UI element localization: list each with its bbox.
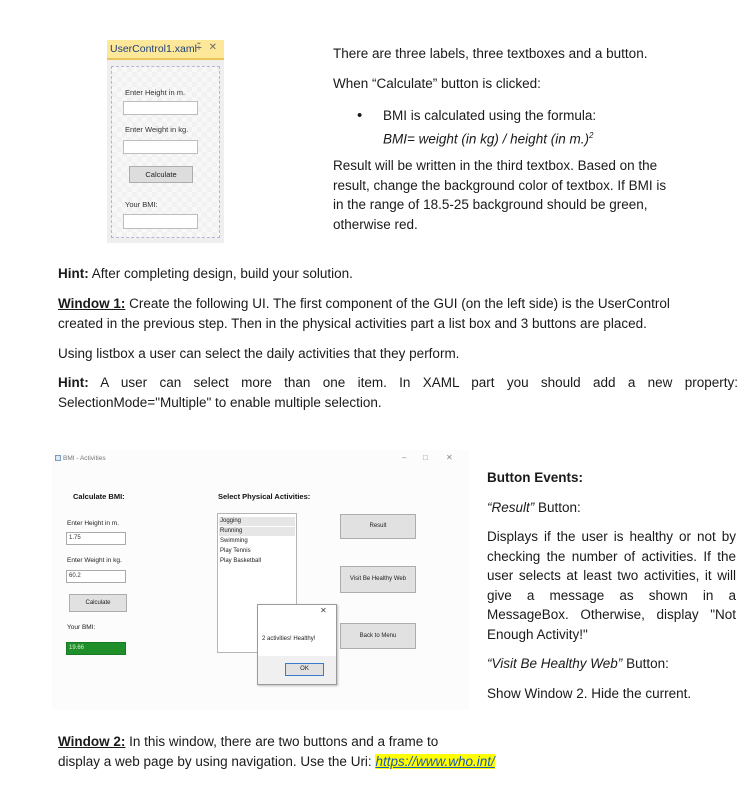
uc-bmi-label: Your BMI: bbox=[125, 200, 158, 209]
bmi-label: Your BMI: bbox=[67, 624, 96, 631]
hint2-label: Hint: bbox=[58, 375, 89, 390]
activity-item[interactable]: Play Tennis bbox=[220, 548, 251, 554]
activity-item[interactable]: Swimming bbox=[220, 538, 248, 544]
result-desc-line: user selects at least two activities, it will bbox=[487, 568, 736, 583]
result-button-name: “Result” bbox=[487, 500, 535, 515]
bmi-formula-text: BMI= weight (in kg) / height (in m.) bbox=[383, 131, 589, 147]
formula-caption: BMI is calculated using the formula: bbox=[383, 108, 597, 123]
hint2-line2: SelectionMode="Multiple" to enable multiple selection. bbox=[58, 394, 382, 410]
close-icon[interactable]: ✕ bbox=[208, 42, 218, 53]
calculate-bmi-header: Calculate BMI: bbox=[73, 492, 125, 501]
calculate-button[interactable]: Calculate bbox=[69, 594, 127, 612]
result-desc-line: give a message as shown in a bbox=[487, 587, 736, 603]
uc-weight-label: Enter Weight in kg. bbox=[125, 125, 189, 134]
window-title: BMI - Activities bbox=[63, 455, 106, 462]
uc-calculate-button[interactable]: Calculate bbox=[129, 166, 193, 183]
maximize-icon[interactable]: □ bbox=[423, 453, 428, 462]
result-line: Result will be written in the third textbox. Based on the bbox=[333, 158, 658, 173]
button-events-title: Button Events: bbox=[487, 470, 583, 485]
window2-label: Window 2: bbox=[58, 734, 126, 749]
who-uri-link[interactable]: https://www.who.int/ bbox=[375, 753, 495, 769]
visit-healthy-web-button[interactable]: Visit Be Healthy Web bbox=[340, 566, 416, 593]
hint-text: After completing design, build your solution. bbox=[88, 266, 353, 281]
height-label: Enter Height in m. bbox=[67, 520, 120, 527]
result-line: result, change the background color of textbox. If BMI is bbox=[333, 177, 667, 193]
bmi-result-textbox[interactable]: 19.66 bbox=[66, 642, 126, 655]
height-textbox[interactable]: 1.75 bbox=[66, 532, 126, 545]
result-desc-line: MessageBox. Otherwise, display "Not bbox=[487, 607, 736, 622]
formula-exponent: 2 bbox=[588, 131, 594, 140]
designer-tab-icons bbox=[196, 42, 217, 53]
hint-label: Hint: bbox=[58, 266, 89, 281]
bmi-formula bbox=[383, 126, 593, 149]
result-button[interactable]: Result bbox=[340, 514, 416, 539]
listbox-paragraph: Using listbox a user can select the daily activities that they perform. bbox=[58, 346, 460, 361]
visit-button-description: Show Window 2. Hide the current. bbox=[487, 686, 692, 701]
result-desc-line: Displays if the user is healthy or not by bbox=[487, 529, 736, 544]
message-box-ok-button[interactable]: OK bbox=[285, 663, 324, 676]
back-to-menu-button[interactable]: Back to Menu bbox=[340, 623, 416, 649]
bullet-icon: • bbox=[357, 107, 363, 124]
window1-line1: Create the following UI. The first component of the GUI (on the left side) is the UserControl bbox=[125, 296, 670, 311]
activity-item[interactable]: Jogging bbox=[219, 517, 295, 526]
visit-button-heading bbox=[487, 654, 669, 674]
message-box-text: 2 activities! Healthy! bbox=[262, 636, 316, 642]
window2-line1: In this window, there are two buttons and a frame to bbox=[125, 734, 439, 749]
pin-icon[interactable]: ⨤ bbox=[196, 42, 202, 53]
app-icon bbox=[55, 455, 61, 461]
activity-item[interactable]: Play Basketball bbox=[220, 558, 262, 564]
uc-height-textbox[interactable] bbox=[123, 101, 198, 115]
result-button-suffix: Button: bbox=[534, 500, 581, 515]
window2-description bbox=[58, 732, 738, 771]
message-box-close-icon[interactable]: ✕ bbox=[320, 606, 327, 615]
result-desc-line: Enough Activity!" bbox=[487, 626, 588, 642]
visit-button-suffix: Button: bbox=[622, 656, 669, 671]
result-line: otherwise red. bbox=[333, 216, 418, 232]
close-window-icon[interactable]: ✕ bbox=[446, 453, 453, 462]
minimize-icon[interactable]: – bbox=[402, 453, 407, 462]
result-button-description bbox=[487, 527, 736, 644]
hint2-line1: A user can select more than one item. In XAML part you should add a new property: bbox=[88, 375, 738, 390]
activities-header: Select Physical Activities: bbox=[218, 492, 311, 501]
activity-item[interactable]: Running bbox=[219, 527, 295, 536]
uc-height-label: Enter Height in m. bbox=[125, 88, 186, 97]
intro-paragraph: There are three labels, three textboxes and a button. bbox=[333, 46, 648, 61]
hint-multiselect bbox=[58, 373, 738, 412]
window1-description bbox=[58, 294, 738, 333]
calculate-click-paragraph: When “Calculate” button is clicked: bbox=[333, 76, 541, 91]
weight-label: Enter Weight in kg. bbox=[67, 557, 122, 564]
weight-textbox[interactable]: 60.2 bbox=[66, 570, 126, 583]
window1-line2: created in the previous step. Then in the physical activities part a list box and 3 buttons are placed. bbox=[58, 315, 647, 331]
uc-bmi-textbox[interactable] bbox=[123, 214, 198, 229]
result-button-heading bbox=[487, 498, 581, 518]
window2-line2: display a web page by using navigation. Use the Uri: bbox=[58, 753, 376, 769]
visit-button-name: “Visit Be Healthy Web” bbox=[487, 656, 623, 671]
uc-weight-textbox[interactable] bbox=[123, 140, 198, 154]
window1-label: Window 1: bbox=[58, 296, 126, 311]
result-paragraph bbox=[333, 156, 666, 234]
result-line: in the range of 18.5-25 background should be green, bbox=[333, 197, 648, 212]
result-desc-line: checking the number of activities. If the bbox=[487, 548, 736, 564]
hint-build bbox=[58, 264, 353, 284]
designer-tab-title[interactable]: UserControl1.xaml bbox=[110, 43, 197, 55]
